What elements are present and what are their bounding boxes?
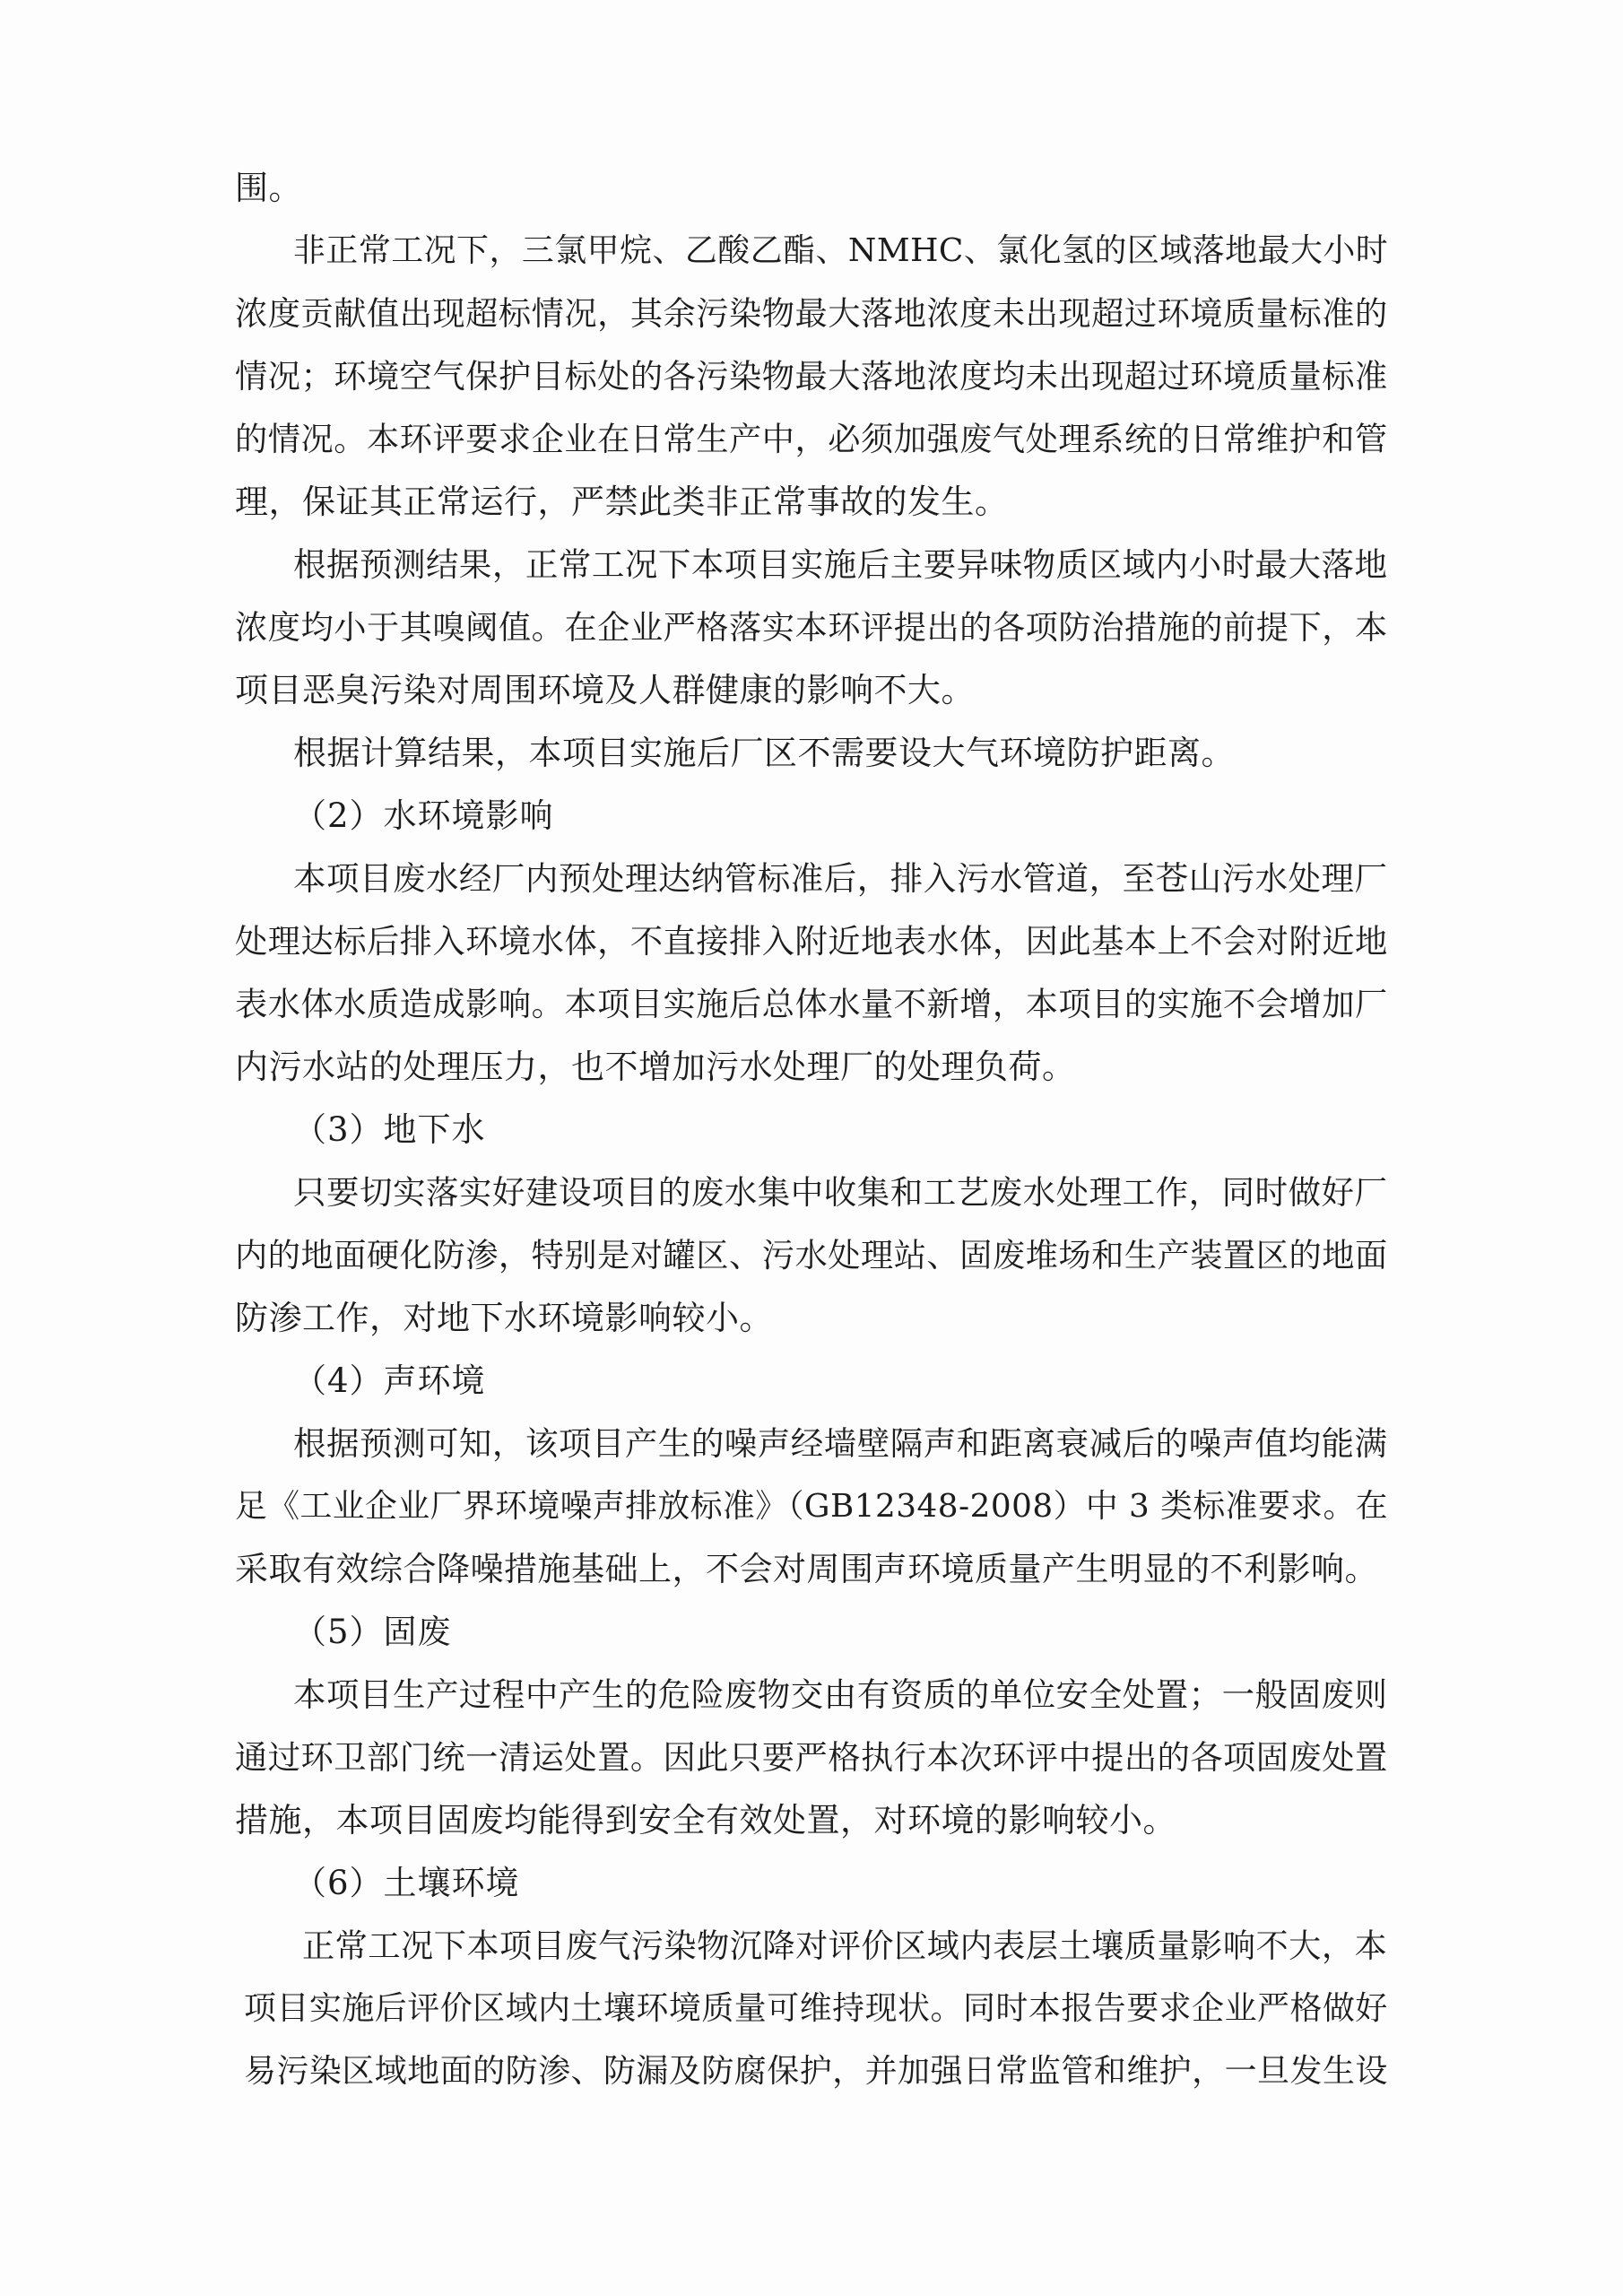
paragraph-groundwater-line-1: 只要切实落实好建设项目的废水集中收集和工艺废水处理工作，同时做好厂 <box>293 1173 1388 1212</box>
paragraph-soil-line-3: 易污染区域地面的防渗、防漏及防腐保护，并加强日常监管和维护，一旦发生设 <box>244 2053 1388 2090</box>
paragraph-groundwater-line-2: 内的地面硬化防渗，特别是对罐区、污水处理站、固废堆场和生产装置区的地面 <box>235 1236 1388 1274</box>
paragraph-protection-distance: 根据计算结果，本项目实施后厂区不需要设大气环境防护距离。 <box>293 734 1235 772</box>
paragraph-solid-waste-line-1: 本项目生产过程中产生的危险废物交由有资质的单位安全处置；一般固废则 <box>293 1675 1388 1714</box>
paragraph-water-line-1: 本项目废水经厂内预处理达纳管标准后，排入污水管道，至苍山污水处理厂 <box>293 859 1388 898</box>
paragraph-soil-line-1: 正常工况下本项目废气污染物沉降对评价区域内表层土壤质量影响不大，本 <box>302 1926 1388 1965</box>
section-heading-solid-waste: （5）固废 <box>293 1613 452 1651</box>
paragraph-abnormal-conditions-line-4: 的情况。本环评要求企业在日常生产中，必须加强废气处理系统的日常维护和管 <box>235 420 1388 458</box>
section-heading-noise: （4）声环境 <box>293 1361 486 1400</box>
paragraph-odor-line-2: 浓度均小于其嗅阈值。在企业严格落实本环评提出的各项防治措施的前提下，本 <box>235 608 1388 647</box>
paragraph-water-line-3: 表水体水质造成影响。本项目实施后总体水量不新增，本项目的实施不会增加厂 <box>235 985 1388 1023</box>
section-heading-soil: （6）土壤环境 <box>293 1864 520 1902</box>
section-heading-water: （2）水环境影响 <box>293 796 554 835</box>
paragraph-noise-line-3: 采取有效综合降噪措施基础上，不会对周围声环境质量产生明显的不利影响。 <box>235 1550 1378 1588</box>
paragraph-water-line-4: 内污水站的处理压力，也不增加污水处理厂的处理负荷。 <box>235 1048 1076 1086</box>
paragraph-abnormal-conditions-line-2: 浓度贡献值出现超标情况，其余污染物最大落地浓度未出现超过环境质量标准的 <box>235 294 1388 333</box>
paragraph-solid-waste-line-3: 措施，本项目固废均能得到安全有效处置，对环境的影响较小。 <box>235 1801 1176 1839</box>
section-heading-groundwater: （3）地下水 <box>293 1110 486 1149</box>
paragraph-odor-line-1: 根据预测结果，正常工况下本项目实施后主要异味物质区域内小时最大落地 <box>293 545 1388 584</box>
paragraph-odor-line-3: 项目恶臭污染对周围环境及人群健康的影响不大。 <box>235 671 975 709</box>
paragraph-abnormal-conditions-line-3: 情况；环境空气保护目标处的各污染物最大落地浓度均未出现超过环境质量标准 <box>235 357 1388 396</box>
paragraph-noise-line-2: 足《工业企业厂界环境噪声排放标准》（GB12348-2008）中 3 类标准要求。在 <box>235 1488 1389 1525</box>
paragraph-groundwater-line-3: 防渗工作，对地下水环境影响较小。 <box>235 1299 773 1337</box>
paragraph-water-line-2: 处理达标后排入环境水体，不直接排入附近地表水体，因此基本上不会对附近地 <box>235 922 1388 961</box>
paragraph-solid-waste-line-2: 通过环卫部门统一清运处置。因此只要严格执行本次环评中提出的各项固废处置 <box>235 1738 1388 1777</box>
paragraph-soil-line-2: 项目实施后评价区域内土壤环境质量可维持现状。同时本报告要求企业严格做好 <box>244 1990 1388 2027</box>
paragraph-abnormal-conditions-line-1: 非正常工况下，三氯甲烷、乙酸乙酯、NMHC、氯化氢的区域落地最大小时 <box>293 232 1389 269</box>
text-line-continuation: 围。 <box>235 169 302 207</box>
paragraph-noise-line-1: 根据预测可知，该项目产生的噪声经墙壁隔声和距离衰减后的噪声值均能满 <box>293 1424 1388 1463</box>
paragraph-abnormal-conditions-line-5: 理，保证其正常运行，严禁此类非正常事故的发生。 <box>235 483 1009 521</box>
